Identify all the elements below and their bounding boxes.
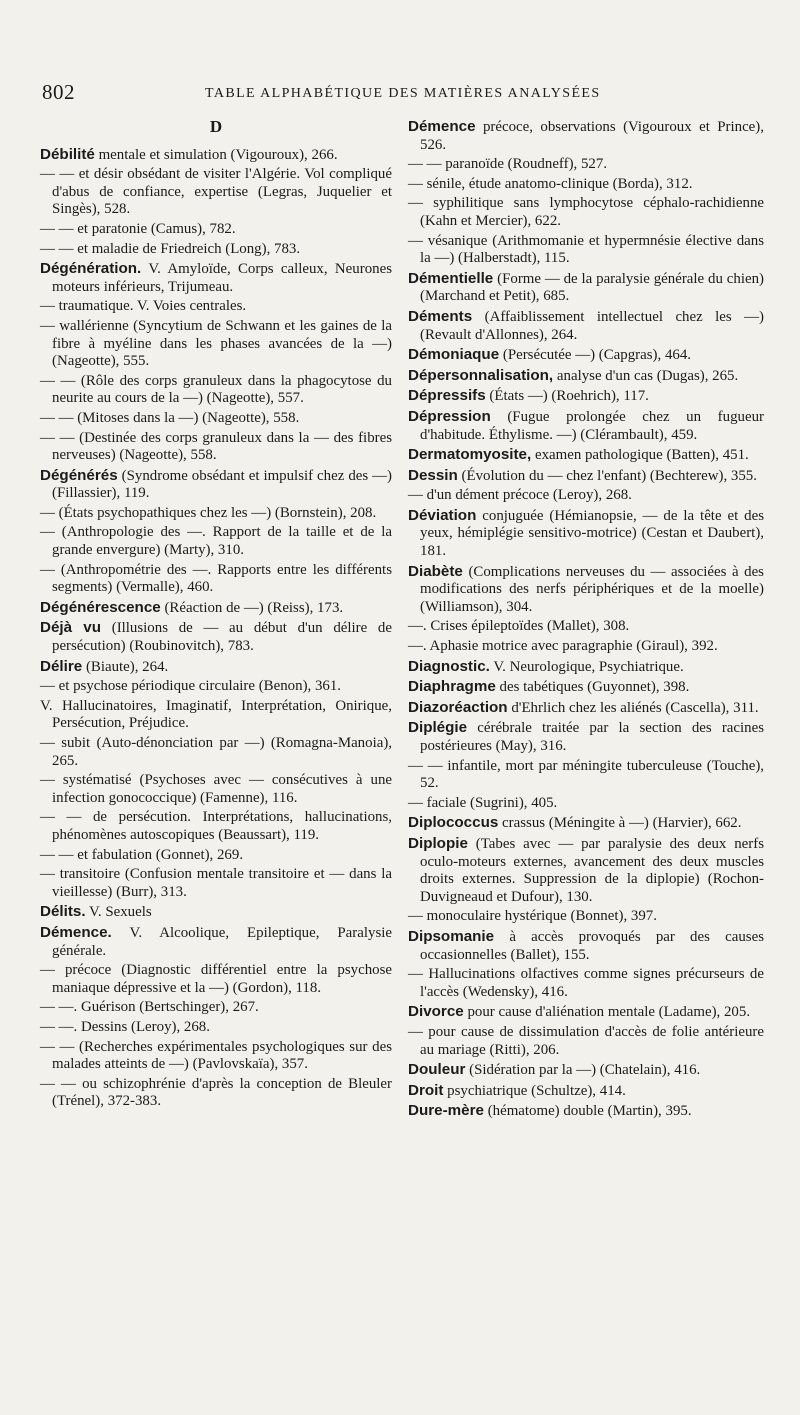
index-entry	[408, 928, 764, 964]
index-entry	[408, 908, 764, 926]
entry-text: — (Anthropologie des —. Rapport de la taille et de la grande envergure) (Marty), 310.	[40, 524, 392, 559]
entry-text: — précoce (Diagnostic différentiel entre la psychose maniaque dépressive et la —) (Gordon), 118.	[40, 962, 392, 996]
entry-text: — faciale (Sugrini), 405.	[408, 794, 558, 811]
entry-text: — d'un dément précoce (Leroy), 268.	[408, 487, 632, 504]
index-entry	[40, 772, 392, 807]
index-entry	[408, 835, 764, 906]
entry-text: cérébrale traitée par la section des racines postérieures (May), 316.	[420, 720, 765, 754]
entry-headword: Dégénérés	[40, 466, 118, 484]
index-entry	[408, 176, 764, 194]
index-entry	[408, 367, 764, 386]
entry-headword: Démence	[408, 118, 476, 135]
entry-text: — sénile, étude anatomo-clinique (Borda), 312.	[408, 175, 693, 192]
entry-headword: Déments	[408, 307, 473, 325]
index-entry	[40, 260, 392, 296]
entry-text: à accès provoqués par des causes occasionnelles (Ballet), 155.	[420, 928, 764, 963]
entry-text: — — (Recherches expérimentales psychologiques sur des malades atteints de —) (Pavlovskaïa), 357.	[40, 1038, 392, 1073]
entry-text: (Syndrome obsédant et impulsif chez des —) (Fillassier), 119.	[52, 467, 392, 502]
entry-text: — Hallucinations olfactives comme signes précurseurs de l'accès (Wedensky), 416.	[408, 966, 764, 1000]
index-entry	[40, 698, 392, 733]
entry-text: — vésanique (Arithmomanie et hypermnésie élective dans la —) (Halberstadt), 115.	[408, 232, 764, 267]
entry-text: — monoculaire hystérique (Bonnet), 397.	[408, 908, 657, 925]
entry-headword: Démentielle	[408, 269, 494, 287]
entry-headword: Diabète	[408, 562, 463, 580]
index-entry	[408, 156, 764, 174]
index-entry	[408, 346, 764, 365]
entry-text: (États —) (Roehrich), 117.	[489, 388, 649, 405]
entry-text: mentale et simulation (Vigouroux), 266.	[98, 146, 338, 163]
entry-text: (Affaiblissement intellectuel chez les —) (Revault d'Allonnes), 264.	[420, 308, 764, 343]
entry-headword: Diplopie	[408, 834, 468, 852]
entry-headword: Divorce	[408, 1003, 464, 1021]
index-entry	[408, 1102, 764, 1121]
index-entry	[40, 962, 392, 997]
index-entry	[40, 847, 392, 865]
entry-text: — —. Guérison (Bertschinger), 267.	[40, 999, 259, 1016]
index-entry	[408, 638, 764, 656]
index-entry	[408, 446, 764, 465]
entry-text: —. Aphasie motrice avec paragraphie (Giraul), 392.	[408, 638, 718, 655]
index-entry	[40, 146, 392, 165]
entry-text: (Complications nerveuses du — associées à des modifications des nerfs périphériques et de la moelle) (Williamson), 304.	[420, 563, 764, 615]
entry-headword: Dessin	[408, 466, 458, 484]
index-entry	[40, 524, 392, 559]
index-entry	[408, 699, 764, 718]
index-entry	[40, 166, 392, 219]
index-entry	[40, 599, 392, 618]
index-column-right	[408, 118, 764, 1123]
entry-text: — subit (Auto-dénonciation par —) (Romagna-Manoia), 265.	[40, 735, 392, 769]
entry-text: — — de persécution. Interprétations, hallucinations, phénomènes autoscopiques (Beaussart), 119.	[40, 809, 392, 843]
index-entry	[40, 1039, 392, 1074]
entry-text: — — infantile, mort par méningite tuberculeuse (Touche), 52.	[408, 757, 764, 792]
index-entry	[408, 795, 764, 813]
entry-headword: Dermatomyosite,	[408, 446, 532, 464]
index-entry	[408, 408, 764, 444]
entry-text: d'Ehrlich chez les aliénés (Cascella), 311.	[511, 699, 759, 716]
entry-text: — transitoire (Confusion mentale transitoire et — dans la vieillesse) (Burr), 313.	[40, 866, 392, 900]
entry-headword: Déviation	[408, 506, 477, 524]
entry-text: — — et maladie de Friedreich (Long), 783.	[40, 240, 301, 257]
index-entry	[40, 241, 392, 259]
entry-headword: Dépressifs	[408, 387, 486, 405]
entry-text: V. Amyloïde, Corps calleux, Neurones moteurs inférieurs, Trijumeau.	[52, 261, 392, 295]
index-entry	[408, 678, 764, 697]
index-entry	[408, 563, 764, 617]
entry-text: — systématisé (Psychoses avec — consécutives à une infection gonococcique) (Famenne), 116.	[40, 772, 392, 806]
index-column-left	[40, 118, 392, 1113]
entry-text: (Biaute), 264.	[85, 658, 169, 675]
entry-text: (Sidération par la —) (Chatelain), 416.	[469, 1062, 701, 1079]
entry-text: — —. Dessins (Leroy), 268.	[40, 1018, 210, 1035]
entry-headword: Diplococcus	[408, 814, 499, 832]
entry-text: — et psychose périodique circulaire (Benon), 361.	[40, 678, 342, 695]
entry-text: (Réaction de —) (Reiss), 173.	[164, 599, 344, 616]
entry-text: crassus (Méningite à —) (Harvier), 662.	[502, 815, 742, 832]
section-letter: D	[209, 117, 223, 136]
index-entry	[408, 1024, 764, 1059]
entry-text: (Persécutée —) (Capgras), 464.	[502, 347, 692, 364]
entry-text: V. Alcoolique, Epileptique, Paralysie générale.	[52, 924, 392, 959]
index-entry	[40, 903, 392, 922]
index-entry	[408, 487, 764, 505]
entry-text: (Fugue prolongée chez un fugueur d'habitude. Éthylisme. —) (Clérambault), 459.	[420, 408, 764, 443]
entry-text: examen pathologique (Batten), 451.	[534, 447, 749, 464]
entry-text: précoce, observations (Vigouroux et Prince), 526.	[420, 119, 764, 153]
index-entry	[40, 1019, 392, 1037]
entry-headword: Dure-mère	[408, 1102, 484, 1120]
index-entry	[408, 618, 764, 636]
index-entry	[408, 233, 764, 268]
entry-text: — — ou schizophrénie d'après la conception de Bleuler (Trénel), 372-383.	[40, 1075, 392, 1110]
index-entry	[408, 195, 764, 230]
entry-text: V. Sexuels	[89, 904, 152, 921]
index-entry	[40, 505, 392, 523]
index-entry	[40, 678, 392, 696]
entry-text: — — paranoïde (Roudneff), 527.	[408, 156, 608, 173]
index-entry	[40, 924, 392, 960]
index-entry	[408, 758, 764, 793]
entry-headword: Diaphragme	[408, 678, 496, 696]
entry-headword: Diazoréaction	[408, 698, 508, 716]
entry-text: — traumatique. V. Voies centrales.	[40, 298, 247, 315]
entry-text: —. Crises épileptoïdes (Mallet), 308.	[408, 618, 630, 635]
index-entry	[40, 410, 392, 428]
entry-headword: Dépersonnalisation,	[408, 366, 554, 384]
index-entry	[40, 619, 392, 655]
entry-text: — wallérienne (Syncytium de Schwann et les gaines de la fibre à myéline dans les phases avancées de la —) (Nageotte), 555.	[40, 317, 392, 370]
entry-text: — (États psychopathiques chez les —) (Bornstein), 208.	[40, 504, 377, 521]
entry-headword: Dépression	[408, 407, 491, 425]
entry-text: (Forme — de la paralysie générale du chien) (Marchand et Petit), 685.	[420, 270, 764, 305]
index-entry	[40, 373, 392, 408]
entry-text: (Illusions de — au début d'un délire de persécution) (Roubinovitch), 783.	[52, 620, 392, 655]
index-entry	[408, 1082, 764, 1101]
running-head: TABLE ALPHABÉTIQUE DES MATIÈRES ANALYSÉES	[205, 86, 601, 101]
entry-headword: Dégénérescence	[40, 598, 161, 616]
index-entry	[40, 221, 392, 239]
entry-headword: Délire	[40, 657, 83, 675]
index-entry	[40, 809, 392, 844]
index-entry	[40, 735, 392, 770]
index-entry	[408, 1061, 764, 1080]
entry-text: conjuguée (Hémianopsie, — de la tête et des yeux, hémiplégie sensitivo-motrice) (Cestan et Daubert), 181.	[420, 507, 764, 560]
entry-headword: Dipsomanie	[408, 927, 495, 945]
index-entry	[40, 1076, 392, 1111]
index-entry	[40, 562, 392, 597]
entry-text: (hématome) double (Martin), 395.	[487, 1103, 692, 1120]
entry-headword: Démence.	[40, 923, 112, 941]
entry-text: psychiatrique (Schultze), 414.	[447, 1082, 626, 1099]
entry-headword: Démoniaque	[408, 346, 500, 364]
entry-text: — (Anthropométrie des —. Rapports entre les différents segments) (Vermalle), 460.	[40, 561, 392, 596]
index-entry	[408, 719, 764, 755]
entry-text: — — et fabulation (Gonnet), 269.	[40, 846, 244, 863]
entry-text: analyse d'un cas (Dugas), 265.	[556, 367, 739, 384]
index-entry	[408, 308, 764, 344]
index-entry	[40, 318, 392, 371]
entry-headword: Déjà vu	[40, 619, 102, 637]
entry-headword: Droit	[408, 1081, 444, 1099]
entry-text: — — (Mitoses dans la —) (Nageotte), 558.	[40, 409, 300, 426]
index-entry	[408, 118, 764, 154]
entry-headword: Dégénération.	[40, 260, 142, 278]
entry-text: V. Hallucinatoires, Imaginatif, Interprétation, Onirique, Persécution, Préjudice.	[40, 697, 392, 732]
entry-text: — — (Rôle des corps granuleux dans la phagocytose du neurite au cours de la —) (Nageotte), 557.	[40, 372, 392, 407]
index-entry	[408, 270, 764, 306]
entry-text: (Tabes avec — par paralysie des deux nerfs oculo-moteurs externes, avancement des deux muscles droits externes. Suppression de la diplopie) (Rochon-Duvigneaud et Dufour), 130.	[420, 835, 764, 905]
index-entry	[408, 507, 764, 561]
entry-text: (Évolution du — chez l'enfant) (Bechterew), 355.	[461, 467, 757, 484]
index-entry	[40, 866, 392, 901]
entry-headword: Débilité	[40, 145, 95, 163]
right-entry-list	[408, 118, 764, 1121]
index-entry	[40, 430, 392, 465]
entry-text: — — et désir obsédant de visiter l'Algérie. Vol compliqué d'abus de confiance, expertise (Legras, Juquelier et Singès), 528.	[40, 166, 392, 218]
entry-text: — — (Destinée des corps granuleux dans la — des fibres nerveuses) (Nageotte), 558.	[40, 429, 392, 464]
entry-text: — syphilitique sans lymphocytose céphalo-rachidienne (Kahn et Mercier), 622.	[408, 195, 764, 229]
page-number: 802	[42, 80, 75, 104]
left-entry-list	[40, 146, 392, 1111]
index-entry	[408, 966, 764, 1001]
index-entry	[408, 658, 764, 677]
entry-headword: Douleur	[408, 1061, 466, 1079]
index-entry	[40, 298, 392, 316]
index-entry	[408, 467, 764, 486]
entry-text: pour cause d'aliénation mentale (Ladame), 205.	[467, 1004, 751, 1021]
index-entry	[408, 387, 764, 406]
index-entry	[40, 658, 392, 677]
index-entry	[408, 1003, 764, 1022]
entry-headword: Diplégie	[408, 719, 468, 737]
entry-headword: Diagnostic.	[408, 657, 490, 675]
entry-headword: Délits.	[40, 903, 86, 921]
entry-text: V. Neurologique, Psychiatrique.	[493, 658, 684, 675]
index-entry	[408, 814, 764, 833]
entry-text: — pour cause de dissimulation d'accès de folie antérieure au mariage (Ritti), 206.	[408, 1023, 764, 1058]
index-entry	[40, 999, 392, 1017]
entry-text: des tabétiques (Guyonnet), 398.	[499, 679, 690, 696]
index-entry	[40, 467, 392, 503]
entry-text: — — et paratonie (Camus), 782.	[40, 220, 236, 237]
